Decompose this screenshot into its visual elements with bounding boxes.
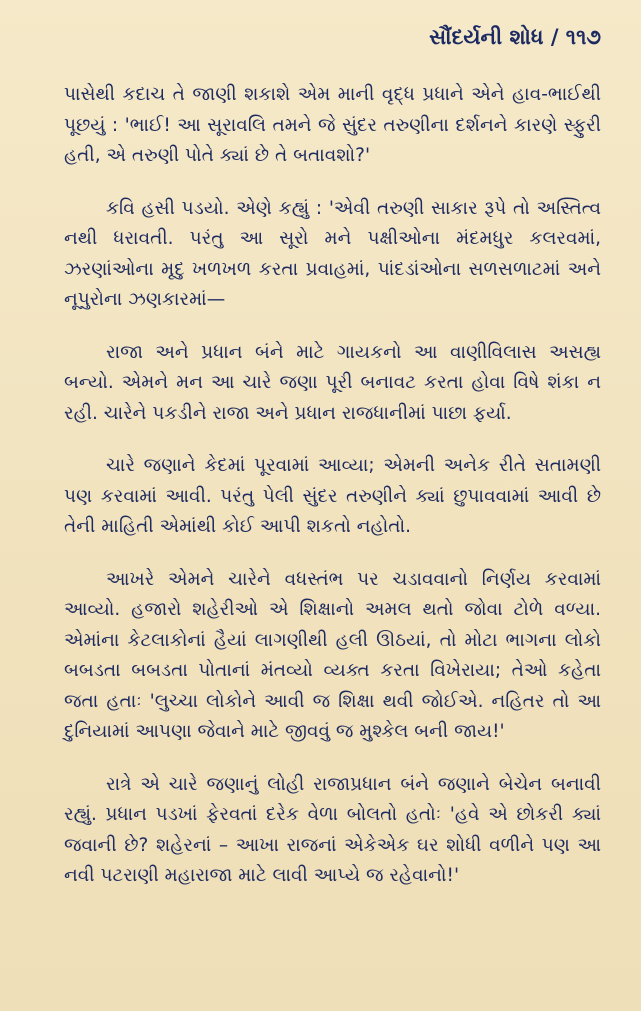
paragraph-3: રાજા અને પ્રધાન બંને માટે ગાયકનો આ વાણીવિલાસ અસહ્ય બન્યો. એમને મન આ ચારે જણા પૂરી બનાવટ કરતા હોવા વિષે શંકા ન રહી. ચારેને પકડીને રાજા અને પ્રધાન રાજધાનીમાં પાછા ફર્યા. — [64, 341, 601, 424]
paragraph-4: ચારે જણાને કેદમાં પૂરવામાં આવ્યા; એમની અનેક રીતે સતામણી પણ કરવામાં આવી. પરંતુ પેલી સુંદર તરુણીને ક્યાં છુપાવવામાં આવી છે તેની માહિતી એમાંથી કોઈ આપી શકતો નહોતો. — [64, 455, 601, 537]
paragraph-6: રાત્રે એ ચારે જણાનું લોહી રાજાપ્રધાન બંને જણાને બેચેન બનાવી રહ્યું. પ્રધાન પડખાં ફેરવતાં દરેક વેળા બોલતો હતોઃ 'હવે એ છોકરી ક્યાં જવાની છે? શહેરનાં – આખા રાજનાં એકેએક ઘર શોધી વળીને પણ આ નવી પટરાણી મહારાજા માટે લાવી આપ્યે જ રહેવાનો!' — [64, 773, 601, 886]
running-header: સૌંદર્યની શોધ / ૧૧૭ — [429, 25, 601, 49]
paragraph-2: કવિ હસી પડયો. એણે કહ્યું : 'એવી તરુણી સાકાર રૂપે તો અસ્તિત્વ નથી ધરાવતી. પરંતુ આ સૂરો મને પક્ષીઓના મંદમધુર કલરવમાં, ઝરણાંઓના મૃદુ ખળખળ કરતા પ્રવાહમાં, પાંદડાંઓના સળસળાટમાં અને નૂપુરોના ઝણકારમાં— — [64, 197, 601, 310]
paragraph-1: પાસેથી કદાચ તે જાણી શકાશે એમ માની વૃદ્ધ પ્રધાને એને હાવ-ભાઈથી પૂછયું : 'ભાઈ! આ સૂરાવલિ તમને જે સુંદર તરુણીના દર્શનને કારણે સ્ફુરી હતી, એ તરુણી પોતે ક્યાં છે તે બતાવશો?' — [64, 84, 601, 166]
paragraph-5: આખરે એમને ચારેને વધસ્તંભ પર ચડાવવાનો નિર્ણય કરવામાં આવ્યો. હજારો શહેરીઓ એ શિક્ષાનો અમલ થતો જોવા ટોળે વળ્યા. એમાંના કેટલાકોનાં હૈયાં લાગણીથી હલી ઊઠયાં, તો મોટા ભાગના લોકો બબડતા બબડતા પોતાનાં મંતવ્યો વ્યક્ત કરતા વિખેરાયા; તેઓ કહેતા જતા હતાઃ 'લુચ્ચા લોકોને આવી જ શિક્ષા થવી જોઈએ. નહિતર તો આ દુનિયામાં આપણા જેવાને માટે જીવવું જ મુશ્કેલ બની જાય!' — [64, 568, 601, 742]
